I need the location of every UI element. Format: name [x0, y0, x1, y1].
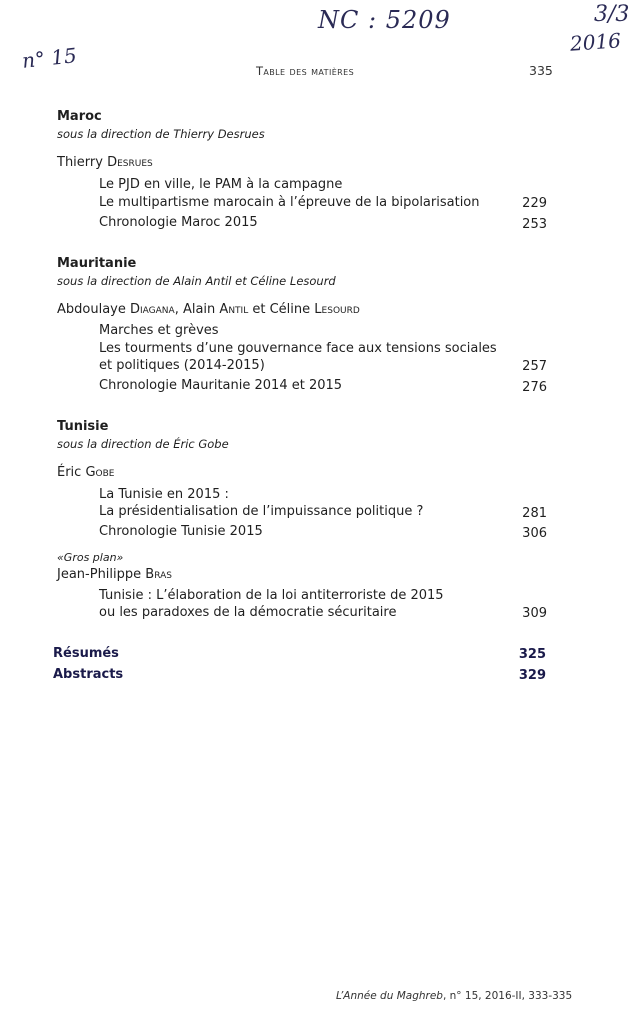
author-line-mauritanie: Abdoulaye Diagana, Alain Antil et Céline Lesourd [57, 302, 360, 317]
entry-page: 253 [522, 217, 547, 232]
author-line-tunisie: Éric Gobe [57, 465, 115, 480]
entry-title: ou les paradoxes de la démocratie sécuritaire [99, 605, 397, 620]
abstracts-page: 329 [518, 668, 546, 683]
section-direction-tunisie: sous la direction de Éric Gobe [57, 437, 229, 451]
entry-page: 309 [522, 606, 547, 621]
entry-title: et politiques (2014-2015) [99, 358, 265, 373]
entry-title: Chronologie Tunisie 2015 [99, 524, 263, 539]
entry-title: Chronologie Mauritanie 2014 et 2015 [99, 378, 343, 393]
entry-title: Tunisie : L’élaboration de la loi antiterroriste de 2015 [99, 588, 444, 603]
entry-title: Les tourments d’une gouvernance face aux tensions sociales [99, 341, 497, 356]
entry-page: 257 [522, 359, 547, 374]
entry-page: 306 [522, 526, 547, 541]
section-direction-maroc: sous la direction de Thierry Desrues [57, 127, 265, 141]
section-title-maroc: Maroc [57, 109, 102, 124]
page-number: 335 [529, 63, 553, 78]
entry-title: Le PJD en ville, le PAM à la campagne [99, 177, 343, 192]
entry-page: 276 [522, 380, 547, 395]
resumes-label: Résumés [53, 646, 119, 661]
abstracts-label: Abstracts [53, 667, 124, 682]
entry-title: Le multipartisme marocain à l’épreuve de la bipolarisation [99, 195, 480, 210]
handwritten-year: 2016 [569, 28, 622, 56]
handwritten-issue-number: n° 15 [20, 43, 78, 73]
author-line-gros-plan: Jean-Philippe Bras [57, 567, 172, 582]
handwritten-catalog-number: NC : 5209 [318, 6, 451, 34]
section-direction-mauritanie: sous la direction de Alain Antil et Céline Lesourd [57, 274, 336, 288]
gros-plan-label: «Gros plan» [57, 551, 124, 564]
entry-page: 229 [522, 196, 547, 211]
running-title: Table des matières [256, 64, 355, 78]
handwritten-fraction: 3/3 [594, 2, 630, 27]
resumes-page: 325 [518, 647, 546, 662]
section-title-mauritanie: Mauritanie [57, 256, 137, 271]
section-title-tunisie: Tunisie [57, 419, 109, 434]
journal-footer: L’Année du Maghreb, n° 15, 2016-II, 333-335 [336, 990, 573, 1002]
entry-title: La Tunisie en 2015 : [99, 487, 229, 502]
author-line-maroc: Thierry Desrues [57, 155, 153, 170]
entry-title: Chronologie Maroc 2015 [99, 215, 258, 230]
entry-title: Marches et grèves [99, 323, 219, 338]
entry-title: La présidentialisation de l’impuissance politique ? [99, 504, 424, 519]
entry-page: 281 [522, 506, 547, 521]
